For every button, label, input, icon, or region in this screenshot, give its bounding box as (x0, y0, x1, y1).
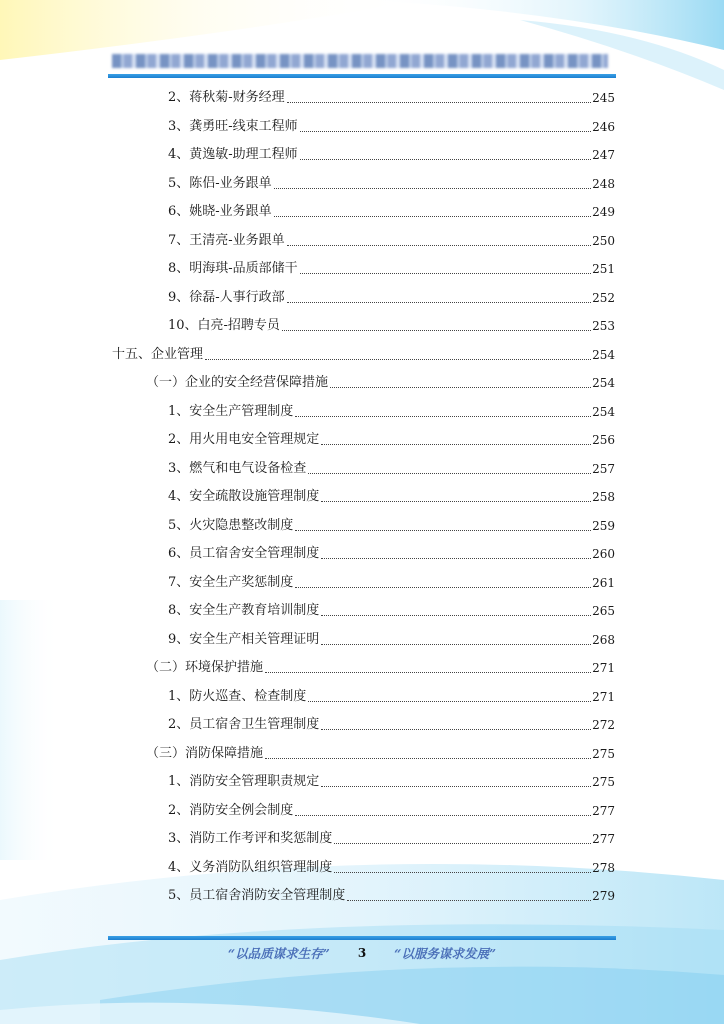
toc-entry[interactable] (168, 202, 615, 222)
toc-leader-dots (287, 244, 591, 246)
toc-entry-page: 275 (592, 746, 615, 761)
page-number: 3 (357, 946, 367, 960)
toc-entry-page: 250 (592, 233, 615, 248)
toc-entry-page: 246 (592, 119, 615, 134)
toc-entry-title: 8、安全生产教育培训制度 (168, 603, 320, 618)
toc-entry[interactable] (112, 345, 615, 365)
toc-entry-page: 248 (592, 176, 615, 191)
toc-leader-dots (321, 614, 591, 616)
toc-entry-page: 278 (592, 860, 615, 875)
toc-entry-title: 3、燃气和电气设备检查 (168, 460, 307, 476)
toc-entry-title: （一）企业的安全经营保障措施 (146, 375, 329, 390)
toc-entry-page: 275 (592, 775, 615, 789)
toc-entry[interactable] (168, 402, 615, 422)
toc-leader-dots (321, 443, 591, 445)
toc-entry-page: 258 (592, 490, 615, 504)
toc-entry-title: 4、黄逸敏-助理工程师 (168, 147, 298, 162)
toc-leader-dots (274, 215, 591, 217)
blurred-header-text (112, 54, 608, 68)
toc-entry-page: 252 (592, 290, 615, 305)
toc-leader-dots (282, 329, 591, 331)
toc-leader-dots (321, 500, 591, 502)
toc-entry-title: 3、龚勇旺-线束工程师 (168, 118, 298, 134)
toc-leader-dots (274, 187, 591, 189)
toc-entry[interactable] (168, 316, 615, 336)
toc-entry-title: （二）环境保护措施 (146, 660, 264, 675)
toc-entry-title: 6、员工宿舍安全管理制度 (168, 546, 320, 561)
toc-entry[interactable] (168, 573, 615, 593)
toc-leader-dots (287, 301, 591, 303)
toc-leader-dots (295, 586, 591, 588)
toc-leader-dots (321, 643, 591, 645)
toc-leader-dots (321, 728, 591, 730)
toc-leader-dots (265, 671, 591, 673)
toc-entry-page: 251 (592, 262, 615, 276)
toc-entry[interactable] (168, 715, 615, 735)
toc-entry-page: 277 (592, 803, 615, 818)
toc-entry-title: 7、王清亮-业务跟单 (168, 232, 285, 248)
toc-entry[interactable] (168, 772, 615, 792)
toc-entry-page: 247 (592, 148, 615, 162)
toc-entry-page: 254 (592, 404, 615, 419)
toc-entry-page: 256 (592, 433, 615, 447)
footer-slogan-right: “以服务谋求发展” (394, 946, 497, 961)
toc-entry[interactable] (168, 174, 615, 194)
toc-entry-title: 2、蒋秋菊-财务经理 (168, 90, 285, 105)
toc-leader-dots (287, 101, 591, 103)
toc-entry-page: 265 (592, 604, 615, 618)
toc-entry-title: 1、消防安全管理职责规定 (168, 774, 320, 789)
toc-entry-title: （三）消防保障措施 (146, 745, 264, 761)
toc-entry-page: 249 (592, 205, 615, 219)
toc-entry-page: 272 (592, 718, 615, 732)
toc-entry-title: 2、员工宿舍卫生管理制度 (168, 717, 320, 732)
toc-entry-title: 1、安全生产管理制度 (168, 403, 294, 419)
toc-entry-title: 4、义务消防队组织管理制度 (168, 859, 333, 875)
toc-leader-dots (330, 386, 591, 388)
toc-entry[interactable] (168, 858, 615, 878)
toc-leader-dots (300, 158, 591, 160)
header-rule (108, 74, 616, 78)
footer-slogan-left: “以品质谋求生存” (227, 946, 330, 961)
toc-entry-title: 7、安全生产奖惩制度 (168, 574, 294, 590)
toc-entry-page: 268 (592, 632, 615, 647)
toc-leader-dots (300, 272, 591, 274)
toc-entry[interactable] (168, 231, 615, 251)
toc-entry-title: 1、防火巡查、检查制度 (168, 688, 307, 704)
toc-entry[interactable] (168, 829, 615, 849)
toc-entry[interactable] (168, 117, 615, 137)
toc-entry[interactable] (168, 630, 615, 650)
toc-leader-dots (295, 415, 591, 417)
toc-entry-title: 8、明海琪-品质部储干 (168, 261, 298, 276)
toc-entry-page: 253 (592, 319, 615, 333)
toc-entry[interactable] (168, 145, 615, 165)
toc-entry[interactable] (146, 744, 615, 764)
toc-leader-dots (265, 757, 591, 759)
toc-entry[interactable] (168, 487, 615, 507)
toc-entry-title: 10、白亮-招聘专员 (168, 318, 280, 333)
toc-leader-dots (321, 785, 591, 787)
toc-entry-page: 261 (592, 575, 615, 590)
toc-leader-dots (334, 842, 591, 844)
toc-entry-page: 260 (592, 547, 615, 561)
toc-entry-title: 十五、企业管理 (112, 346, 204, 362)
toc-leader-dots (347, 899, 591, 901)
toc-leader-dots (205, 358, 591, 360)
toc-leader-dots (334, 871, 591, 873)
toc-entry-page: 277 (592, 832, 615, 846)
toc-leader-dots (308, 700, 591, 702)
toc-entry[interactable] (168, 88, 615, 108)
toc-entry[interactable] (168, 288, 615, 308)
toc-leader-dots (300, 130, 591, 132)
toc-entry-page: 271 (592, 661, 615, 675)
toc-entry-page: 279 (592, 889, 615, 903)
toc-entry-title: 4、安全疏散设施管理制度 (168, 489, 320, 504)
footer-rule (108, 936, 616, 940)
toc-entry-title: 9、徐磊-人事行政部 (168, 289, 285, 305)
toc-entry-title: 6、姚晓-业务跟单 (168, 204, 272, 219)
toc-entry[interactable] (168, 259, 615, 279)
toc-entry[interactable] (168, 516, 615, 536)
toc-entry[interactable] (168, 687, 615, 707)
toc-entry[interactable] (146, 658, 615, 678)
toc-entry[interactable] (168, 801, 615, 821)
toc-entry-title: 5、火灾隐患整改制度 (168, 517, 294, 533)
toc-entry[interactable] (168, 886, 615, 906)
toc-entry[interactable] (168, 430, 615, 450)
toc-entry-page: 271 (592, 689, 615, 704)
toc-entry[interactable] (168, 601, 615, 621)
toc-entry-title: 9、安全生产相关管理证明 (168, 631, 320, 647)
toc-entry-title: 2、消防安全例会制度 (168, 802, 294, 818)
toc-entry-page: 254 (592, 376, 615, 390)
toc-entry-title: 2、用火用电安全管理规定 (168, 432, 320, 447)
toc-entry[interactable] (168, 459, 615, 479)
toc-entry-page: 245 (592, 91, 615, 105)
toc-entry-page: 254 (592, 347, 615, 362)
toc-entry-title: 3、消防工作考评和奖惩制度 (168, 831, 333, 846)
toc-leader-dots (308, 472, 591, 474)
toc-leader-dots (321, 557, 591, 559)
toc-entry-title: 5、员工宿舍消防安全管理制度 (168, 888, 346, 903)
toc-entry-page: 257 (592, 461, 615, 476)
toc-leader-dots (295, 529, 591, 531)
toc-entry-title: 5、陈侣-业务跟单 (168, 175, 272, 191)
toc-leader-dots (295, 814, 591, 816)
toc-entry-page: 259 (592, 518, 615, 533)
page-footer (108, 944, 616, 962)
toc-entry[interactable] (168, 544, 615, 564)
toc-entry[interactable] (146, 373, 615, 393)
